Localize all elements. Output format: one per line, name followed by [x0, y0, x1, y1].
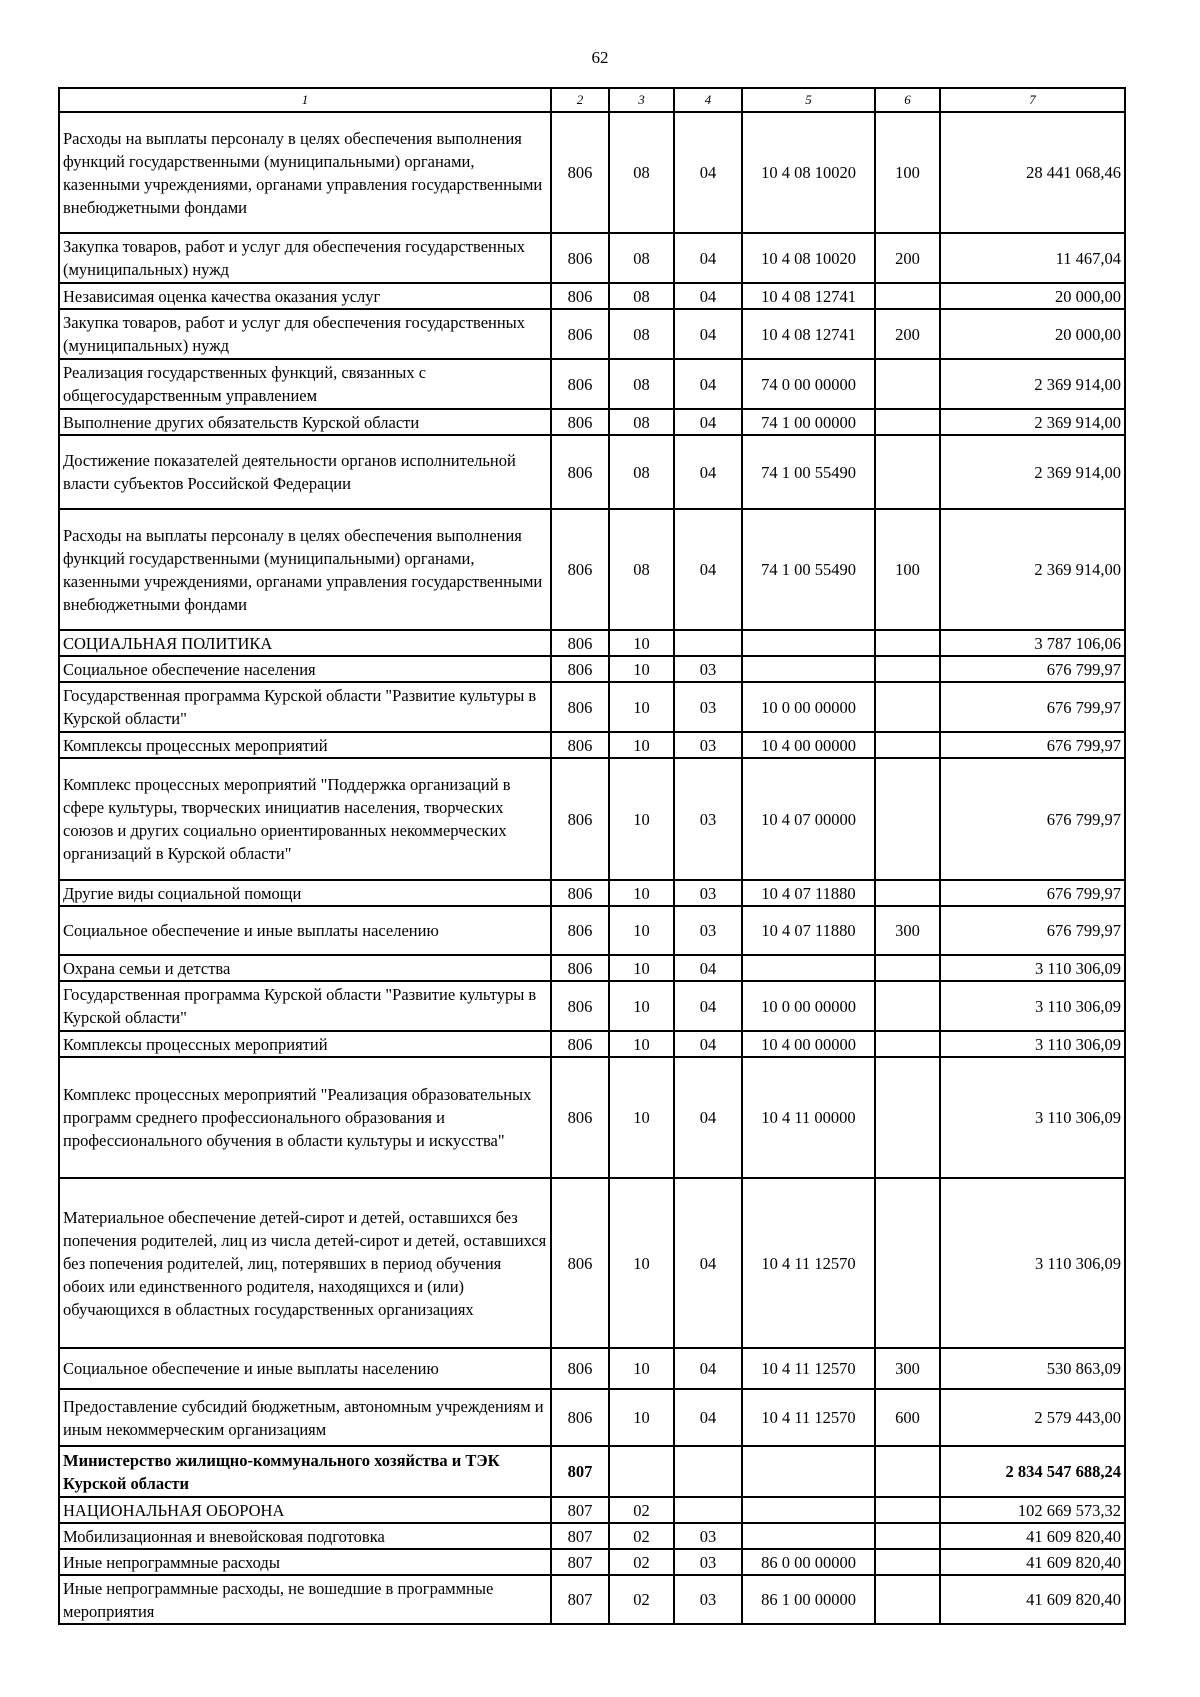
col-gl-admin: 806: [551, 1389, 609, 1446]
col-expense-type: 100: [875, 509, 940, 630]
col-section: 08: [609, 435, 674, 509]
col-section: 08: [609, 509, 674, 630]
col-amount: 28 441 068,46: [940, 112, 1125, 233]
row-name: Социальное обеспечение и иные выплаты населению: [59, 1348, 551, 1389]
col-expense-type: 200: [875, 233, 940, 283]
col-target: [742, 1446, 875, 1497]
col-target: [742, 1523, 875, 1549]
col-subsection: [674, 1497, 742, 1523]
header-cell: 7: [940, 88, 1125, 112]
row-name: Закупка товаров, работ и услуг для обеспечения государственных (муниципальных) нужд: [59, 309, 551, 359]
col-gl-admin: 806: [551, 758, 609, 880]
col-subsection: 03: [674, 1549, 742, 1575]
col-section: 10: [609, 682, 674, 732]
col-section: 02: [609, 1549, 674, 1575]
col-expense-type: [875, 409, 940, 435]
col-target: 10 4 11 12570: [742, 1389, 875, 1446]
header-cell: 1: [59, 88, 551, 112]
col-gl-admin: 807: [551, 1523, 609, 1549]
col-section: 10: [609, 1057, 674, 1178]
col-target: 10 4 11 12570: [742, 1178, 875, 1348]
col-amount: 20 000,00: [940, 283, 1125, 309]
col-target: [742, 656, 875, 682]
col-section: 10: [609, 955, 674, 981]
row-name: Независимая оценка качества оказания услуг: [59, 283, 551, 309]
col-subsection: 03: [674, 656, 742, 682]
col-section: 10: [609, 880, 674, 906]
row-name: Министерство жилищно-коммунального хозяйства и ТЭК Курской области: [59, 1446, 551, 1497]
col-amount: 3 110 306,09: [940, 1057, 1125, 1178]
col-subsection: 03: [674, 758, 742, 880]
col-gl-admin: 806: [551, 656, 609, 682]
row-name: Комплекс процессных мероприятий "Поддержка организаций в сфере культуры, творческих инициатив населения, творческих союзов и других социально ориентированных некоммерческих организаций в Курской области": [59, 758, 551, 880]
col-expense-type: [875, 1575, 940, 1624]
col-amount: 676 799,97: [940, 906, 1125, 955]
col-subsection: 03: [674, 906, 742, 955]
col-amount: 2 369 914,00: [940, 359, 1125, 409]
col-subsection: 03: [674, 880, 742, 906]
table-row: [59, 630, 1125, 656]
col-gl-admin: 806: [551, 1057, 609, 1178]
table-row: [59, 732, 1125, 758]
col-amount: 676 799,97: [940, 732, 1125, 758]
header-cell: 3: [609, 88, 674, 112]
col-target: 74 0 00 00000: [742, 359, 875, 409]
row-name: НАЦИОНАЛЬНАЯ ОБОРОНА: [59, 1497, 551, 1523]
col-gl-admin: 806: [551, 906, 609, 955]
col-target: [742, 955, 875, 981]
col-expense-type: [875, 682, 940, 732]
col-gl-admin: 806: [551, 732, 609, 758]
col-amount: 41 609 820,40: [940, 1549, 1125, 1575]
col-subsection: 04: [674, 981, 742, 1031]
col-expense-type: 300: [875, 1348, 940, 1389]
col-target: 10 4 07 00000: [742, 758, 875, 880]
row-name: Достижение показателей деятельности органов исполнительной власти субъектов Российской Федерации: [59, 435, 551, 509]
col-amount: 676 799,97: [940, 880, 1125, 906]
col-amount: 2 369 914,00: [940, 509, 1125, 630]
col-expense-type: [875, 283, 940, 309]
col-target: 10 4 07 11880: [742, 906, 875, 955]
col-amount: 530 863,09: [940, 1348, 1125, 1389]
col-expense-type: [875, 1549, 940, 1575]
col-amount: 41 609 820,40: [940, 1575, 1125, 1624]
col-section: 10: [609, 981, 674, 1031]
col-target: [742, 1497, 875, 1523]
table-row: [59, 906, 1125, 955]
col-amount: 3 110 306,09: [940, 1178, 1125, 1348]
row-name: Иные непрограммные расходы, не вошедшие в программные мероприятия: [59, 1575, 551, 1624]
col-expense-type: 100: [875, 112, 940, 233]
row-name: Охрана семьи и детства: [59, 955, 551, 981]
row-name: Государственная программа Курской области "Развитие культуры в Курской области": [59, 682, 551, 732]
col-amount: 41 609 820,40: [940, 1523, 1125, 1549]
row-name: Расходы на выплаты персоналу в целях обеспечения выполнения функций государственными (муниципальными) органами, казенными учреждениями, органами управления государственными внебюджетными фондами: [59, 509, 551, 630]
col-subsection: 04: [674, 283, 742, 309]
col-amount: 676 799,97: [940, 656, 1125, 682]
table-row: [59, 509, 1125, 630]
col-section: 10: [609, 758, 674, 880]
col-expense-type: [875, 1497, 940, 1523]
col-amount: 676 799,97: [940, 758, 1125, 880]
col-expense-type: [875, 1523, 940, 1549]
col-section: 10: [609, 1178, 674, 1348]
table-row: [59, 1031, 1125, 1057]
col-target: [742, 630, 875, 656]
col-gl-admin: 806: [551, 112, 609, 233]
table-row: [59, 1057, 1125, 1178]
col-expense-type: [875, 880, 940, 906]
col-target: 74 1 00 00000: [742, 409, 875, 435]
table-row: [59, 283, 1125, 309]
col-section: 08: [609, 409, 674, 435]
col-expense-type: 300: [875, 906, 940, 955]
col-target: 10 4 08 10020: [742, 233, 875, 283]
col-section: 08: [609, 283, 674, 309]
col-target: 10 0 00 00000: [742, 682, 875, 732]
col-section: 08: [609, 233, 674, 283]
col-target: 74 1 00 55490: [742, 509, 875, 630]
col-subsection: 04: [674, 1178, 742, 1348]
col-amount: 3 110 306,09: [940, 981, 1125, 1031]
col-expense-type: [875, 359, 940, 409]
col-expense-type: [875, 630, 940, 656]
table-row: [59, 1446, 1125, 1497]
col-gl-admin: 806: [551, 981, 609, 1031]
col-target: 86 0 00 00000: [742, 1549, 875, 1575]
col-amount: 3 110 306,09: [940, 1031, 1125, 1057]
page-number: 62: [591, 48, 609, 67]
header-row: [59, 88, 1125, 112]
row-name: Выполнение других обязательств Курской области: [59, 409, 551, 435]
col-expense-type: [875, 435, 940, 509]
col-subsection: 04: [674, 1348, 742, 1389]
col-amount: 676 799,97: [940, 682, 1125, 732]
col-subsection: 04: [674, 409, 742, 435]
row-name: Другие виды социальной помощи: [59, 880, 551, 906]
col-gl-admin: 806: [551, 955, 609, 981]
budget-table: [58, 87, 1126, 1625]
col-target: 10 0 00 00000: [742, 981, 875, 1031]
col-section: [609, 1446, 674, 1497]
header-cell: 2: [551, 88, 609, 112]
col-expense-type: [875, 1057, 940, 1178]
table-row: [59, 435, 1125, 509]
row-name: Иные непрограммные расходы: [59, 1549, 551, 1575]
col-amount: 2 369 914,00: [940, 409, 1125, 435]
col-gl-admin: 806: [551, 409, 609, 435]
table-row: [59, 309, 1125, 359]
table-row: [59, 682, 1125, 732]
row-name: Социальное обеспечение населения: [59, 656, 551, 682]
col-gl-admin: 806: [551, 309, 609, 359]
table-row: [59, 880, 1125, 906]
table-row: [59, 1389, 1125, 1446]
header-cell: 5: [742, 88, 875, 112]
col-section: 10: [609, 1031, 674, 1057]
col-target: 10 4 07 11880: [742, 880, 875, 906]
col-subsection: 03: [674, 1523, 742, 1549]
table-row: [59, 1523, 1125, 1549]
col-subsection: 04: [674, 1031, 742, 1057]
header-cell: 6: [875, 88, 940, 112]
col-section: 02: [609, 1523, 674, 1549]
col-subsection: 04: [674, 955, 742, 981]
row-name: Мобилизационная и вневойсковая подготовка: [59, 1523, 551, 1549]
col-expense-type: [875, 981, 940, 1031]
col-gl-admin: 806: [551, 682, 609, 732]
table-row: [59, 233, 1125, 283]
col-section: 10: [609, 656, 674, 682]
col-gl-admin: 806: [551, 1178, 609, 1348]
col-subsection: 04: [674, 1057, 742, 1178]
table-row: [59, 1348, 1125, 1389]
table-row: [59, 758, 1125, 880]
col-expense-type: [875, 1031, 940, 1057]
col-amount: 2 369 914,00: [940, 435, 1125, 509]
col-subsection: 04: [674, 112, 742, 233]
table-row: [59, 359, 1125, 409]
row-name: Государственная программа Курской области "Развитие культуры в Курской области": [59, 981, 551, 1031]
col-subsection: [674, 630, 742, 656]
col-subsection: 03: [674, 732, 742, 758]
table-row: [59, 1549, 1125, 1575]
col-section: 10: [609, 1348, 674, 1389]
col-expense-type: [875, 1446, 940, 1497]
col-subsection: 04: [674, 359, 742, 409]
table-row: [59, 409, 1125, 435]
col-gl-admin: 806: [551, 880, 609, 906]
col-subsection: 03: [674, 682, 742, 732]
col-amount: 11 467,04: [940, 233, 1125, 283]
col-subsection: 04: [674, 435, 742, 509]
col-target: 74 1 00 55490: [742, 435, 875, 509]
table-row: [59, 1178, 1125, 1348]
col-expense-type: [875, 656, 940, 682]
col-amount: 2 579 443,00: [940, 1389, 1125, 1446]
col-amount: 3 110 306,09: [940, 955, 1125, 981]
col-target: 10 4 11 12570: [742, 1348, 875, 1389]
col-section: 10: [609, 630, 674, 656]
row-name: Комплексы процессных мероприятий: [59, 1031, 551, 1057]
col-target: 10 4 11 00000: [742, 1057, 875, 1178]
row-name: Социальное обеспечение и иные выплаты населению: [59, 906, 551, 955]
col-subsection: 04: [674, 309, 742, 359]
col-amount: 102 669 573,32: [940, 1497, 1125, 1523]
col-subsection: 03: [674, 1575, 742, 1624]
col-expense-type: [875, 955, 940, 981]
col-section: 08: [609, 309, 674, 359]
col-amount: 3 787 106,06: [940, 630, 1125, 656]
col-target: 10 4 08 12741: [742, 283, 875, 309]
col-gl-admin: 807: [551, 1497, 609, 1523]
col-gl-admin: 806: [551, 359, 609, 409]
row-name: Комплексы процессных мероприятий: [59, 732, 551, 758]
col-section: 02: [609, 1497, 674, 1523]
table-row: [59, 955, 1125, 981]
col-section: 10: [609, 906, 674, 955]
row-name: Реализация государственных функций, связанных с общегосударственным управлением: [59, 359, 551, 409]
table-row: [59, 656, 1125, 682]
col-target: 86 1 00 00000: [742, 1575, 875, 1624]
col-gl-admin: 806: [551, 509, 609, 630]
row-name: Материальное обеспечение детей-сирот и детей, оставшихся без попечения родителей, лиц из числа детей-сирот и детей, оставшихся без попечения родителей, лиц, потерявших в период обучения обоих или единственного родителя, находящихся и (или) обучающихся в областных государственных организациях: [59, 1178, 551, 1348]
row-name: Комплекс процессных мероприятий "Реализация образовательных программ среднего профессионального образования и профессионального обучения в области культуры и искусства": [59, 1057, 551, 1178]
col-gl-admin: 806: [551, 1348, 609, 1389]
col-section: 08: [609, 112, 674, 233]
col-amount: 20 000,00: [940, 309, 1125, 359]
col-gl-admin: 807: [551, 1446, 609, 1497]
col-section: 02: [609, 1575, 674, 1624]
col-target: 10 4 00 00000: [742, 732, 875, 758]
col-gl-admin: 806: [551, 1031, 609, 1057]
col-gl-admin: 806: [551, 233, 609, 283]
col-expense-type: 200: [875, 309, 940, 359]
table-row: [59, 981, 1125, 1031]
col-section: 10: [609, 732, 674, 758]
header-cell: 4: [674, 88, 742, 112]
col-target: 10 4 08 12741: [742, 309, 875, 359]
row-name: Предоставление субсидий бюджетным, автономным учреждениям и иным некоммерческим организациям: [59, 1389, 551, 1446]
col-gl-admin: 807: [551, 1549, 609, 1575]
row-name: СОЦИАЛЬНАЯ ПОЛИТИКА: [59, 630, 551, 656]
col-subsection: [674, 1446, 742, 1497]
col-gl-admin: 806: [551, 630, 609, 656]
row-name: Закупка товаров, работ и услуг для обеспечения государственных (муниципальных) нужд: [59, 233, 551, 283]
col-section: 08: [609, 359, 674, 409]
col-subsection: 04: [674, 509, 742, 630]
row-name: Расходы на выплаты персоналу в целях обеспечения выполнения функций государственными (муниципальными) органами, казенными учреждениями, органами управления государственными внебюджетными фондами: [59, 112, 551, 233]
col-target: 10 4 08 10020: [742, 112, 875, 233]
col-amount: 2 834 547 688,24: [940, 1446, 1125, 1497]
col-section: 10: [609, 1389, 674, 1446]
col-gl-admin: 807: [551, 1575, 609, 1624]
col-expense-type: [875, 732, 940, 758]
col-target: 10 4 00 00000: [742, 1031, 875, 1057]
col-subsection: 04: [674, 233, 742, 283]
col-expense-type: 600: [875, 1389, 940, 1446]
col-subsection: 04: [674, 1389, 742, 1446]
table-row: [59, 112, 1125, 233]
col-gl-admin: 806: [551, 283, 609, 309]
col-expense-type: [875, 758, 940, 880]
table-row: [59, 1575, 1125, 1624]
col-gl-admin: 806: [551, 435, 609, 509]
col-expense-type: [875, 1178, 940, 1348]
table-row: [59, 1497, 1125, 1523]
